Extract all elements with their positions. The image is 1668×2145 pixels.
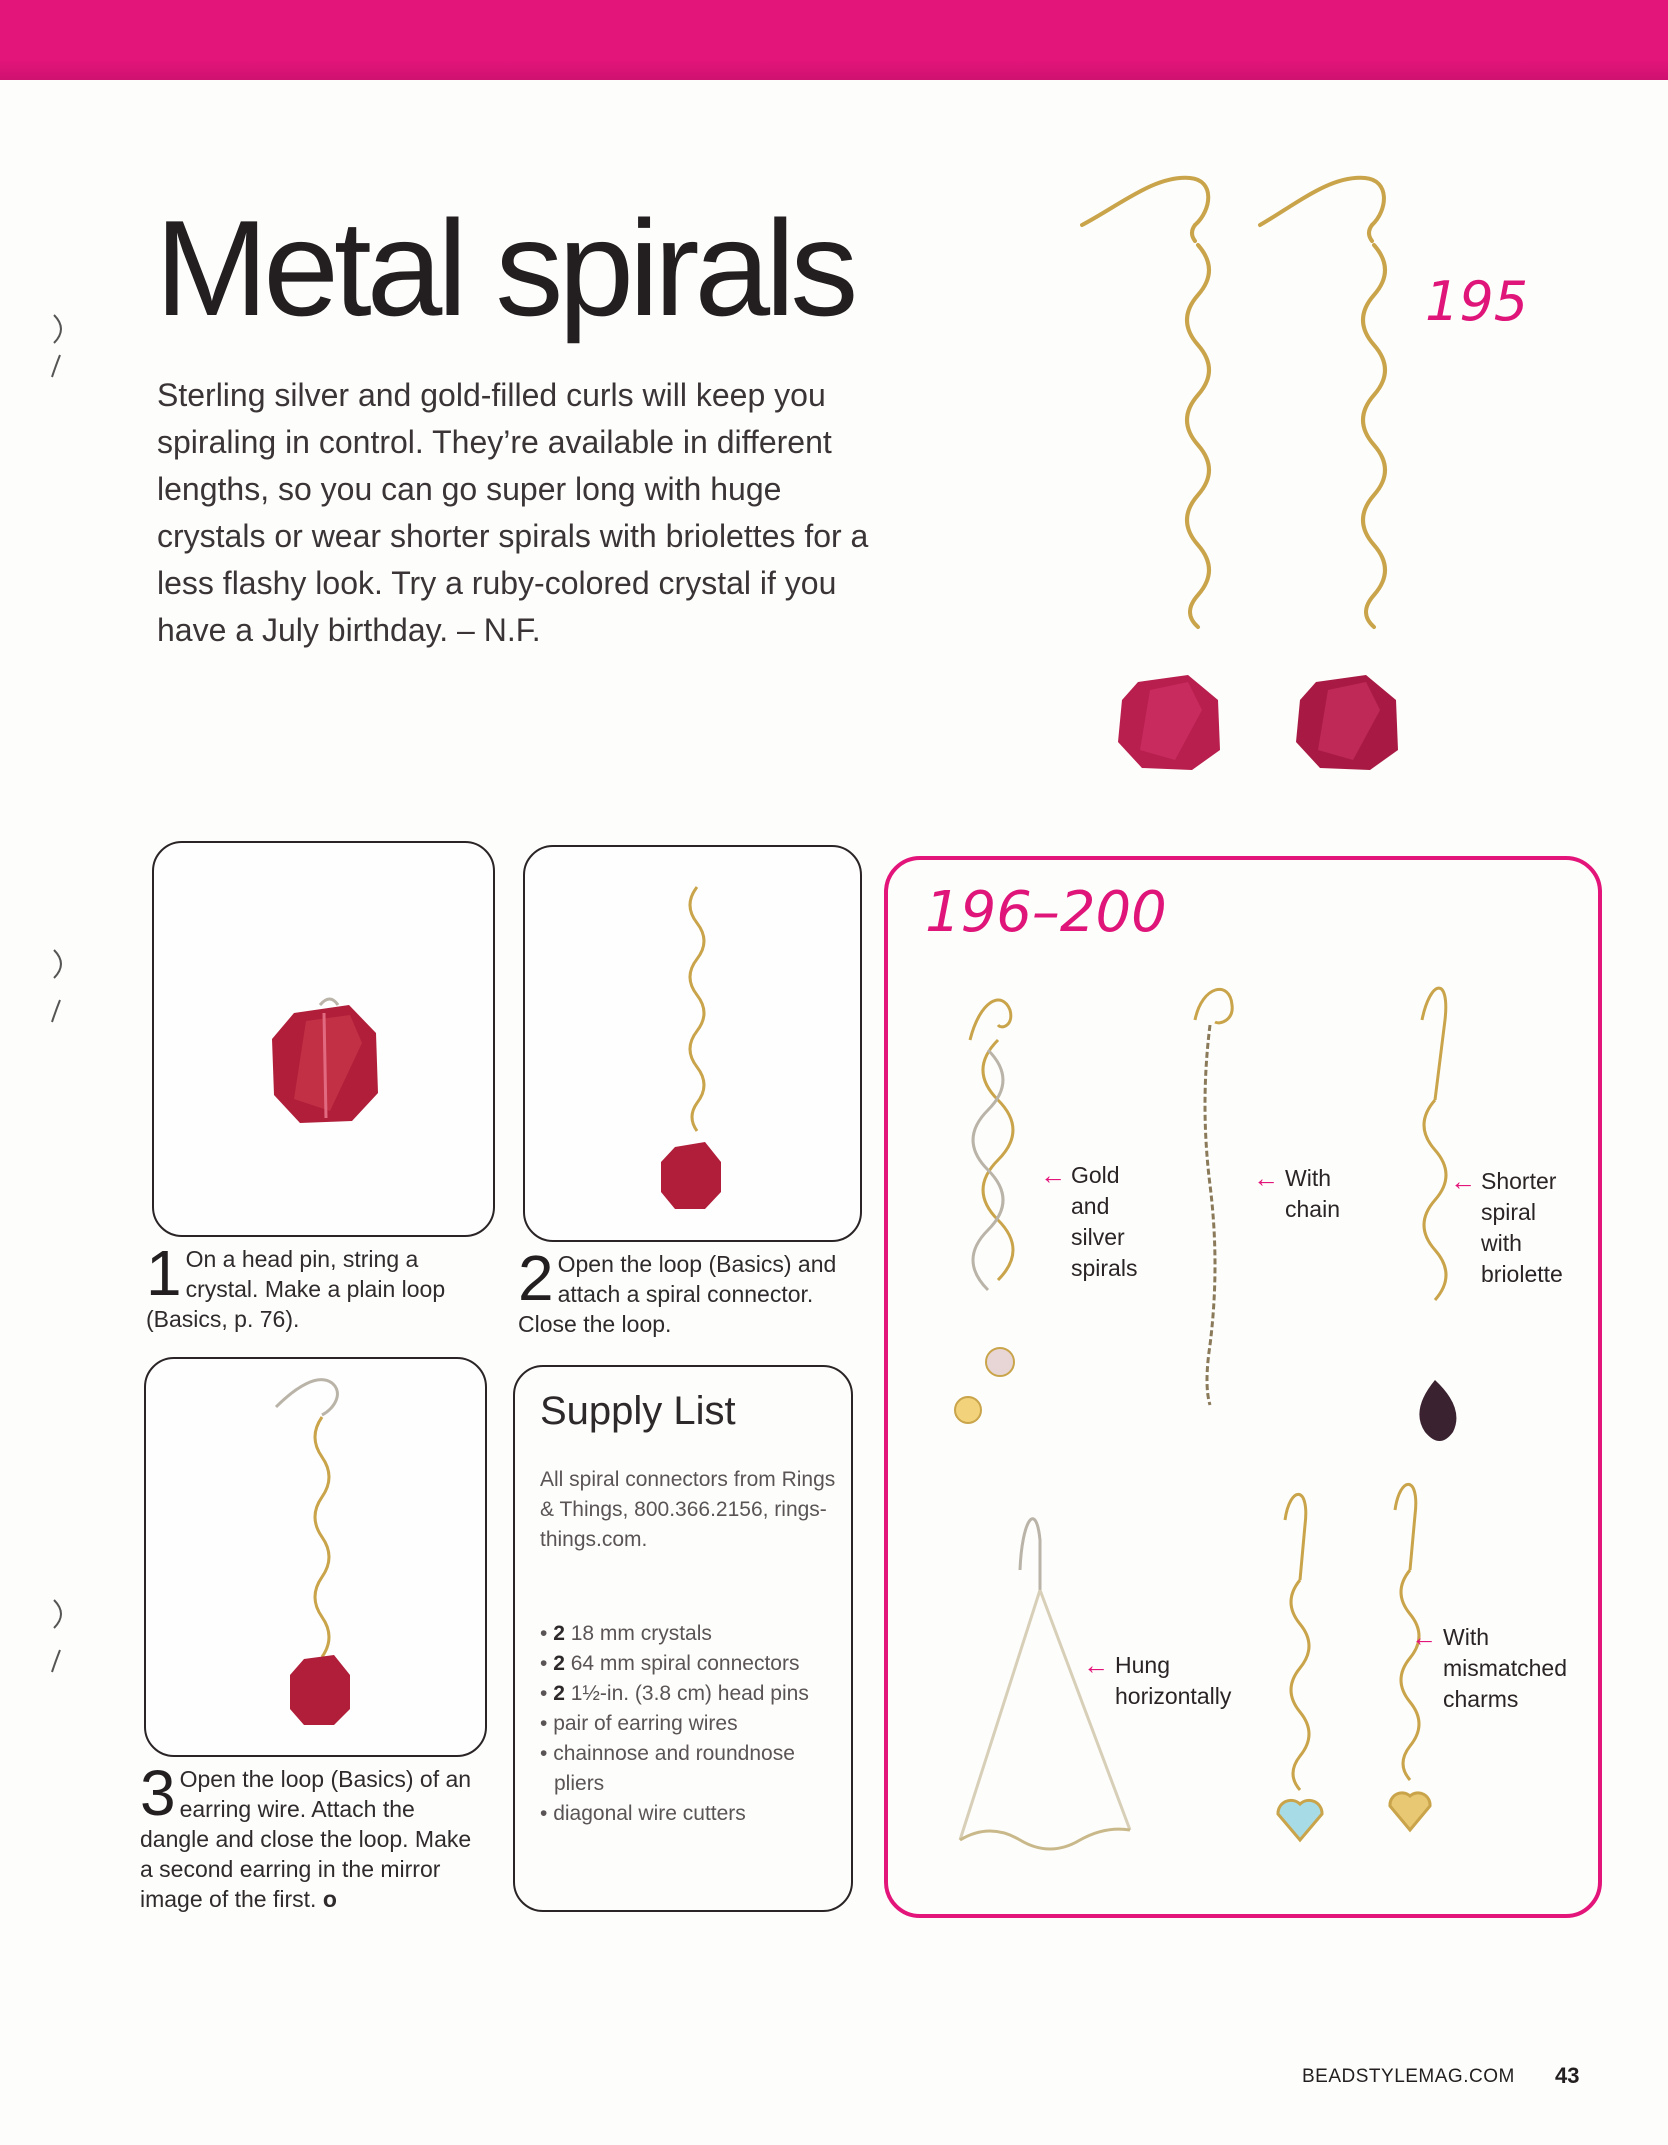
step-text: Open the loop (Basics) of an earring wire. Attach the dangle and close the loop. Make a second earring in the mirror image of the first. xyxy=(140,1766,472,1912)
step-number: 1 xyxy=(146,1237,182,1309)
crystal-on-headpin-photo xyxy=(154,843,493,1235)
hero-earrings-photo xyxy=(1080,170,1440,800)
arrow-left-icon: ← xyxy=(1450,1166,1476,1196)
supply-items xyxy=(540,1619,840,1829)
variation-label-mismatched: With mismatched charms xyxy=(1443,1624,1567,1712)
step-2-photo-frame xyxy=(523,845,862,1242)
step-text: Open the loop (Basics) and attach a spiral connector. Close the loop. xyxy=(518,1251,837,1337)
page-number: 43 xyxy=(1555,2063,1580,2088)
step-text: On a head pin, string a crystal. Make a plain loop (Basics, p. 76). xyxy=(146,1246,446,1332)
variation-earrings-photo xyxy=(940,980,1560,1880)
step-1-photo-frame xyxy=(152,841,495,1237)
header-color-bar xyxy=(0,0,1668,80)
step-number: 2 xyxy=(518,1242,554,1314)
supply-item: • diagonal wire cutters xyxy=(540,1802,746,1825)
project-number-195: 195 xyxy=(1425,270,1529,333)
supply-item: • 2 64 mm spiral connectors xyxy=(540,1652,800,1675)
binder-marks xyxy=(40,300,80,1700)
variation-label-briolette: Shorter spiral with briolette xyxy=(1481,1168,1563,1287)
supply-item: • 2 1½-in. (3.8 cm) head pins xyxy=(540,1682,809,1705)
supply-source: All spiral connectors from Rings & Things, 800.366.2156, rings-things.com. xyxy=(540,1468,836,1551)
arrow-left-icon: ← xyxy=(1083,1650,1109,1680)
variation-label-horizontal: Hung horizontally xyxy=(1115,1652,1232,1709)
supply-item: • 2 18 mm crystals xyxy=(540,1622,712,1645)
step-3-photo-frame xyxy=(144,1357,487,1757)
step-number: 3 xyxy=(140,1757,176,1829)
arrow-left-icon: ← xyxy=(1040,1160,1066,1190)
spiral-connector-photo xyxy=(525,847,860,1240)
crystal-right xyxy=(1296,675,1398,770)
supply-list-title: Supply List xyxy=(540,1389,736,1433)
arrow-left-icon: ← xyxy=(1253,1163,1279,1193)
footer-website: BEADSTYLEMAG.COM xyxy=(1302,2066,1515,2087)
arrow-left-icon: ← xyxy=(1411,1622,1437,1652)
variation-label-gold-silver: Gold and silver spirals xyxy=(1071,1162,1138,1281)
article-title: Metal spirals xyxy=(155,192,854,344)
supply-item: • pair of earring wires xyxy=(540,1712,738,1735)
end-mark: o xyxy=(322,1886,337,1912)
project-number-196-200: 196–200 xyxy=(925,880,1167,945)
variation-label-chain: With chain xyxy=(1285,1165,1340,1222)
step-1 xyxy=(146,1237,491,1334)
crystal-left xyxy=(1118,675,1220,770)
supply-item: • chainnose and roundnose pliers xyxy=(540,1742,795,1795)
step-3 xyxy=(140,1757,485,1914)
step-2 xyxy=(518,1242,858,1339)
supply-list-box xyxy=(513,1365,853,1912)
finished-earring-photo xyxy=(146,1359,485,1755)
article-intro: Sterling silver and gold-filled curls will keep you spiraling in control. They’re available in different lengths, so you can go super long with huge crystals or wear shorter spirals with briolettes for a less flashy look. Try a ruby-colored crystal if you have a July birthday. – N.F. xyxy=(157,377,869,648)
